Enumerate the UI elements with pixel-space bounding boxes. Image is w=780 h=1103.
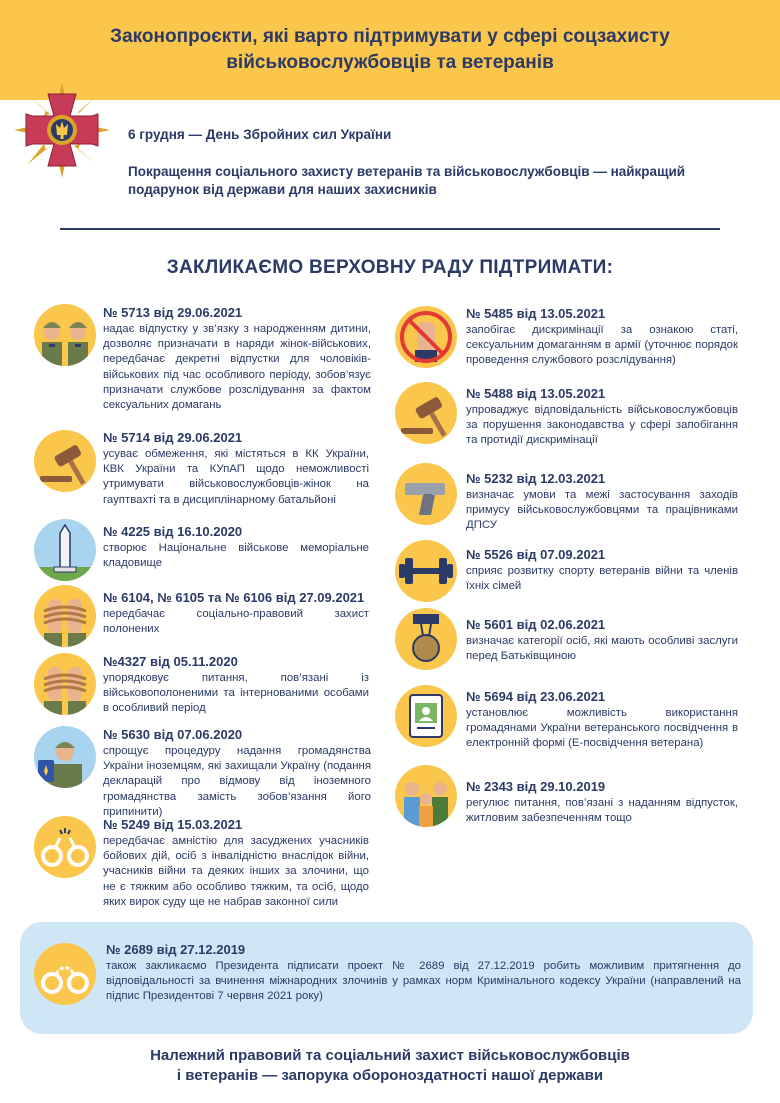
medal-icon [395, 608, 457, 670]
soldier-passport-icon [34, 726, 96, 788]
gavel-icon [395, 382, 457, 444]
bill-number: №4327 від 05.11.2020 [103, 654, 238, 669]
bill-number: № 5249 від 15.03.2021 [103, 817, 243, 832]
bill-number: № 5485 від 13.05.2021 [466, 306, 606, 321]
bill-number: № 5630 від 07.06.2020 [103, 727, 243, 742]
footer-line-1: Належний правовий та соціальний захист військовослужбовців [150, 1047, 630, 1064]
bill-description: упроваджує відповідальність військовослужбовців за порушення законодавства у сфері запобігання та протидії дискримінації [466, 404, 738, 447]
bound-hands-icon [34, 585, 96, 647]
bill-description: визначає категорії осіб, які мають особливі заслуги перед Батьківщиною [466, 635, 738, 663]
divider [60, 228, 720, 230]
bill-description: сприяє розвитку спорту ветеранів війни та членів їхніх сімей [466, 565, 738, 593]
bill-description: передбачає амністію для засуджених учасників бойових дій, осіб з інвалідністю внаслідок війни, учасників війни та деяких інших за злочини, що не є тяжким або особливо тяжким, та осіб, щодо яких вирок суду ще не набрав законної сили [103, 835, 369, 908]
footer-slogan [0, 1046, 780, 1086]
bill-description: регулює питання, пов’язані з наданням відпусток, житловим забезпеченням тощо [466, 797, 738, 825]
id-card-icon [395, 685, 457, 747]
bill-description: передбачає соціально-правовий захист полонених [103, 608, 369, 636]
broken-handcuffs-icon [34, 816, 96, 878]
date-line: 6 грудня — День Збройних сил України [128, 127, 392, 142]
bill-number: № 5694 від 23.06.2021 [466, 689, 606, 704]
soldiers-icon [34, 304, 96, 366]
bill-number: № 2343 від 29.10.2019 [466, 779, 606, 794]
bill-number: № 4225 від 16.10.2020 [103, 524, 243, 539]
call-heading: ЗАКЛИКАЄМО ВЕРХОВНУ РАДУ ПІДТРИМАТИ: [166, 257, 614, 278]
bill-description: запобігає дискримінації за ознакою статі, сексуальним домаганням в армії (уточнює порядок проведення службового розслідування) [466, 324, 738, 367]
bill-number: № 5714 від 29.06.2021 [103, 430, 243, 445]
bill-number: № 5601 від 02.06.2021 [466, 617, 606, 632]
bill-number: № 5232 від 12.03.2021 [466, 471, 606, 486]
title-line-2: військовослужбовців та ветеранів [226, 52, 554, 73]
bill-number: № 5488 від 13.05.2021 [466, 386, 606, 401]
bill-description: надає відпустку у зв’язку з народженням дитини, дозволяє призначати в наряди жінок-військових, передбачає декретні відпустки для чоловіків-військових під час особливого періоду, зобов’язує призначати службове розслідування за фактом сексуальних домагань [103, 323, 371, 412]
bill-description: також закликаємо Президента підписати проект № 2689 від 27.12.2019 робить можливим притягнення до відповідальності за вчинення міжнародних злочинів у рамках норм Кримінального кодексу України (направлений на підпис Президентові 7 червня 2021 року) [106, 960, 741, 1003]
footer-line-2: і ветеранів — запорука обороноздатності нашої держави [176, 1067, 604, 1084]
bill-description: визначає умови та межі застосування заходів примусу військовослужбовцями та працівниками ДПСУ [466, 489, 738, 532]
bill-number: № 5526 від 07.09.2021 [466, 547, 606, 562]
bill-number: № 6104, № 6105 та № 6106 від 27.09.2021 [103, 590, 365, 605]
page-title [0, 24, 780, 76]
bound-hands-icon [34, 653, 96, 715]
family-icon [395, 765, 457, 827]
gavel-icon [34, 430, 96, 492]
bill-description: упорядковує питання, пов’язані із військовополоненими та інтернованими особами в особливий період [103, 672, 369, 715]
bill-description: усуває обмеження, які містяться в КК України, КВК України та КУпАП щодо неможливості утримувати військовослужбовців-жінок на гауптвахті та в дисциплінарному батальйоні [103, 448, 369, 506]
bill-description: створює Національне військове меморіальне кладовище [103, 542, 369, 570]
title-line-1: Законопроєкти, які варто підтримувати у сфері соцзахисту [110, 26, 670, 47]
pistol-icon [395, 463, 457, 525]
no-fist-icon [395, 306, 457, 368]
subtitle: Покращення соціального захисту ветеранів та військовослужбовців — найкращий подарунок від держави для наших захисників [128, 164, 686, 197]
armed-forces-emblem-icon [12, 80, 112, 180]
dumbbell-icon [395, 540, 457, 602]
handcuffs-icon [34, 943, 96, 1005]
bill-number: № 5713 від 29.06.2021 [103, 305, 243, 320]
memorial-icon [34, 519, 96, 581]
bill-number: № 2689 від 27.12.2019 [106, 942, 246, 957]
bill-description: установлює можливість використання громадянами України ветеранського посвідчення в електронній формі (Е-посвідчення ветерана) [466, 707, 738, 750]
bill-description: спрощує процедуру надання громадянства України іноземцям, які захищали Україну (подання декларацій про відмову від іноземного громадянства замість зобов’язання його припинити) [103, 745, 371, 818]
